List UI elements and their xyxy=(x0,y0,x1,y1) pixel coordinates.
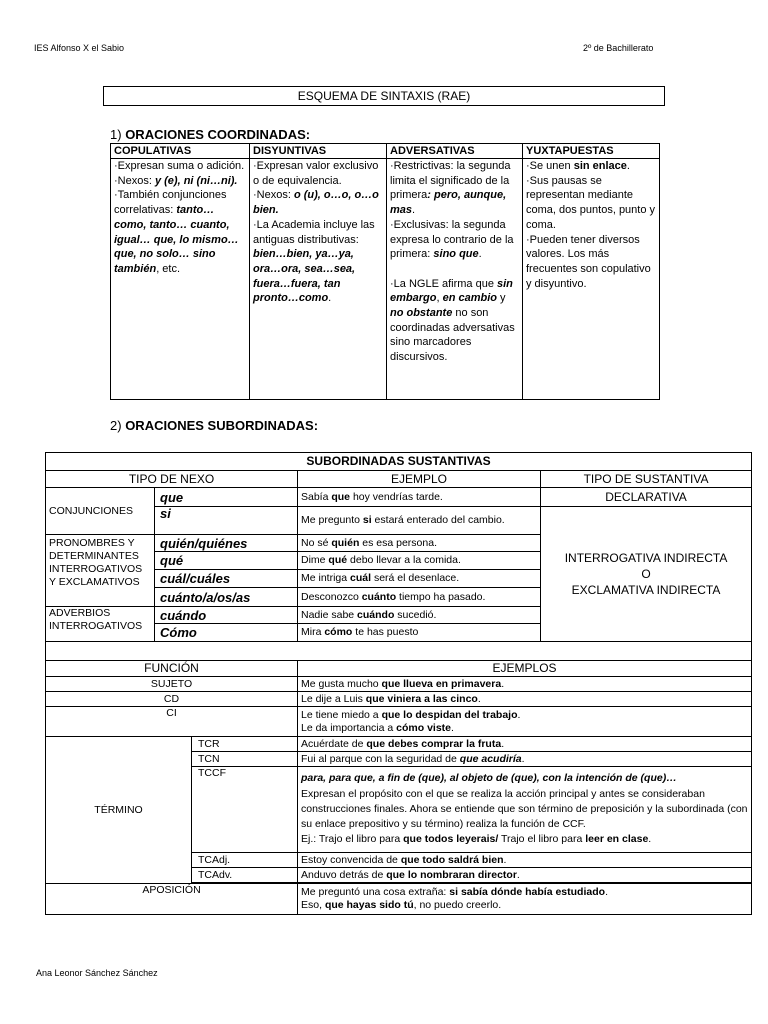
funcion-tcadv: TCAdv. xyxy=(192,868,298,883)
nexo-quien: quién/quiénes xyxy=(155,535,298,552)
funcion-termino: TÉRMINO xyxy=(46,737,192,884)
col-adversativas: ADVERSATIVAS xyxy=(387,144,523,159)
section-2-heading xyxy=(110,418,318,433)
footer-author: Ana Leonor Sánchez Sánchez xyxy=(36,968,158,978)
group-adverbios-l2: INTERROGATIVOS xyxy=(49,620,143,632)
col-tipo-sustantiva: TIPO DE SUSTANTIVA xyxy=(541,471,752,488)
exclamativa-label: EXCLAMATIVA INDIRECTA xyxy=(571,583,721,597)
funcion-tcadj: TCAdj. xyxy=(192,853,298,868)
header-course: 2º de Bachillerato xyxy=(583,43,654,53)
disyuntivas-cell: ·Expresan valor exclusivo o de equivalencia. ·Nexos: o (u), o…o, o…o bien. ·La Academia incluye las antiguas distributivas: bien…bien, ya…ya, ora…ora, sea…sea, fuera…fuera, tan pronto…como. xyxy=(250,159,387,400)
ejemplo-tcadj: Estoy convencida de que todo saldrá bien. xyxy=(298,853,752,868)
group-pronombres-l3: INTERROGATIVOS xyxy=(49,563,143,575)
ejemplo-cuanto: Desconozco cuánto tiempo ha pasado. xyxy=(298,588,541,607)
group-pronombres xyxy=(46,535,155,607)
funcion-tccf: TCCF xyxy=(192,767,298,853)
section-1-title: ORACIONES COORDINADAS: xyxy=(125,127,311,142)
adversativas-cell: ·Restrictivas: la segunda limita el significado de la primera: pero, aunque, mas. ·Exclusivas: la segunda expresa lo contrario de la primera: sino que. ·La NGLE afirma que sin embargo, en cambio y no obstante no son coordinadas adversativas sino marcadores discursivos. xyxy=(387,159,523,400)
ejemplo-tccf: para, para que, a fin de (que), al objeto de (que), con la intención de (que)… Expresan el propósito con el que se realiza la acción principal y antes se consideraban construcciones finales. Ahora se entiende que son término de preposición y la subordinada (con su enlace prepositivo y su término) realiza la función de CCF. Ej.: Trajo el libro para que todos leyerais/ Trajo el libro para leer en clase. xyxy=(298,767,752,853)
funcion-ci: CI xyxy=(46,707,298,737)
section-1-heading xyxy=(110,127,310,142)
section-2-number: 2) xyxy=(110,418,122,433)
nexo-que: que xyxy=(155,488,298,507)
section-2-title: ORACIONES SUBORDINADAS: xyxy=(125,418,319,433)
section-1-number: 1) xyxy=(110,127,122,142)
coordinadas-table xyxy=(110,143,660,400)
funcion-tcn: TCN xyxy=(192,752,298,767)
ejemplo-ci: Le tiene miedo a que lo despidan del trabajo. Le da importancia a cómo viste. xyxy=(298,707,752,737)
ejemplo-sujeto: Me gusta mucho que llueva en primavera. xyxy=(298,677,752,692)
ejemplo-aposicion: Me preguntó una cosa extraña: si sabía dónde había estudiado. Eso, que hayas sido tú, no puedo creerlo. xyxy=(298,884,752,915)
funcion-aposicion: APOSICIÓN xyxy=(46,884,298,915)
col-ejemplo: EJEMPLO xyxy=(298,471,541,488)
funcion-cd: CD xyxy=(46,692,298,707)
interrogativa-o: O xyxy=(641,567,651,581)
spacer-row xyxy=(46,642,752,661)
ejemplo-cuando: Nadie sabe cuándo sucedió. xyxy=(298,607,541,624)
group-conjunciones: CONJUNCIONES xyxy=(46,488,155,535)
nexo-si: si xyxy=(155,507,298,535)
ejemplo-que: Sabía que hoy vendrías tarde. xyxy=(298,488,541,507)
col-yuxtapuestas: YUXTAPUESTAS xyxy=(523,144,660,159)
document-title: ESQUEMA DE SINTAXIS (RAE) xyxy=(103,86,665,106)
interrogativa-label: INTERROGATIVA INDIRECTA xyxy=(564,551,728,565)
col-copulativas: COPULATIVAS xyxy=(111,144,250,159)
col-disyuntivas: DISYUNTIVAS xyxy=(250,144,387,159)
nexo-cual: cuál/cuáles xyxy=(155,570,298,588)
col-ejemplos: EJEMPLOS xyxy=(298,661,752,677)
ejemplo-cual: Me intriga cuál será el desenlace. xyxy=(298,570,541,588)
nexo-cuando: cuándo xyxy=(155,607,298,624)
nexo-cuanto: cuánto/a/os/as xyxy=(155,588,298,607)
ejemplo-como: Mira cómo te has puesto xyxy=(298,624,541,642)
ejemplo-quien: No sé quién es esa persona. xyxy=(298,535,541,552)
ejemplo-tcn: Fui al parque con la seguridad de que acudiría. xyxy=(298,752,752,767)
funcion-sujeto: SUJETO xyxy=(46,677,298,692)
group-pronombres-l2: DETERMINANTES xyxy=(49,550,139,562)
group-pronombres-l1: PRONOMBRES Y xyxy=(49,537,135,549)
header-school: IES Alfonso X el Sabio xyxy=(34,43,125,53)
sustantivas-title: SUBORDINADAS SUSTANTIVAS xyxy=(46,453,752,471)
col-tipo-nexo: TIPO DE NEXO xyxy=(46,471,298,488)
tipo-interrogativa xyxy=(541,507,752,642)
tipo-declarativa: DECLARATIVA xyxy=(541,488,752,507)
group-pronombres-l4: Y EXCLAMATIVOS xyxy=(49,576,140,588)
copulativas-cell: ·Expresan suma o adición. ·Nexos: y (e), ni (ni…ni). ·También conjunciones correlativas: tanto… como, tanto… cuanto, igual… que, lo mismo… que, no solo… sino también, etc. xyxy=(111,159,250,400)
yuxtapuestas-cell: ·Se unen sin enlace. ·Sus pausas se representan mediante coma, dos puntos, punto y coma. ·Pueden tener diversos valores. Los más frecuentes son copulativo y disyuntivo. xyxy=(523,159,660,400)
nexo-como: Cómo xyxy=(155,624,298,642)
ejemplo-tcr: Acuérdate de que debes comprar la fruta. xyxy=(298,737,752,752)
group-adverbios-l1: ADVERBIOS xyxy=(49,607,111,619)
ejemplo-que-pron: Dime qué debo llevar a la comida. xyxy=(298,552,541,570)
ejemplo-tcadv: Anduvo detrás de que lo nombraran director. xyxy=(298,868,752,883)
nexo-que-pron: qué xyxy=(155,552,298,570)
group-adverbios xyxy=(46,607,155,642)
funcion-tcr: TCR xyxy=(192,737,298,752)
ejemplo-cd: Le dije a Luis que viniera a las cinco. xyxy=(298,692,752,707)
col-funcion: FUNCIÓN xyxy=(46,661,298,677)
subordinadas-table xyxy=(45,452,752,915)
ejemplo-si: Me pregunto si estará enterado del cambio. xyxy=(298,507,541,535)
